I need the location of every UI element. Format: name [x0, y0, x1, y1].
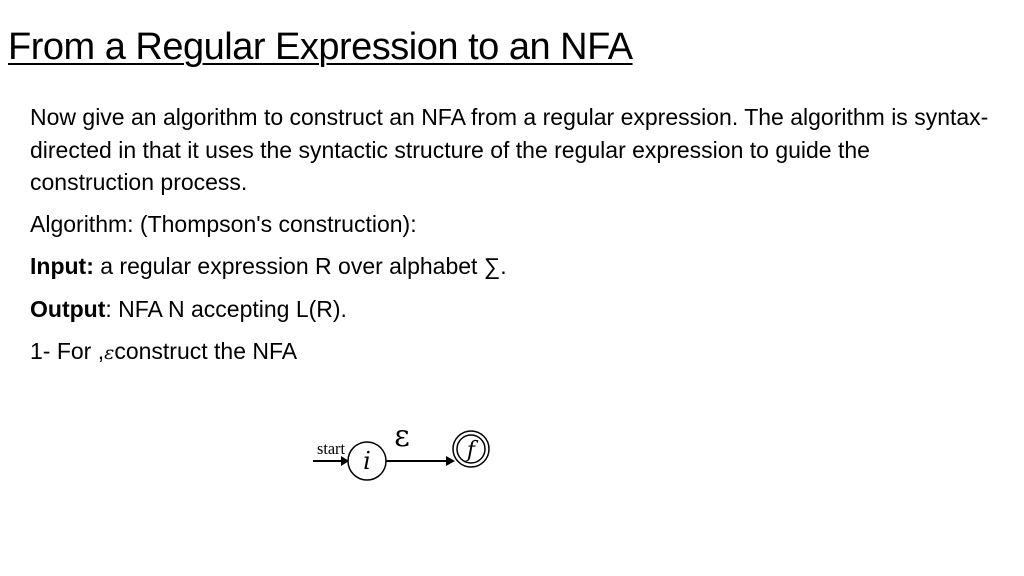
slide-body	[30, 101, 1000, 380]
algorithm-heading: Algorithm: (Thompson's construction):	[30, 210, 417, 237]
input-text: a regular expression R over alphabet ∑.	[93, 253, 507, 279]
output-line	[30, 293, 1000, 326]
epsilon-symbol: ε	[104, 342, 115, 364]
step-1-suffix: construct the NFA	[114, 338, 298, 364]
input-label: Input:	[30, 253, 94, 279]
epsilon-transition-label: ε	[394, 419, 410, 454]
slide-title: From a Regular Expression to an NFA	[8, 26, 633, 68]
output-label: Output	[30, 295, 106, 322]
output-text: : NFA N accepting L(R).	[105, 295, 347, 322]
step-1-line	[30, 335, 1000, 370]
epsilon-transition-arrowhead	[446, 456, 455, 466]
intro-paragraph: Now give an algorithm to construct an NFA from a regular expression. The algorithm is syntax-directed in that it uses the syntactic structure of the regular expression to guide the construction process.	[30, 104, 989, 195]
final-state-label: f	[466, 438, 476, 463]
start-state-label: i	[363, 447, 371, 475]
step-1-prefix: 1- For ,	[30, 338, 105, 364]
epsilon-nfa-diagram	[300, 410, 510, 510]
input-line	[30, 250, 1000, 283]
start-label: start	[317, 439, 346, 458]
